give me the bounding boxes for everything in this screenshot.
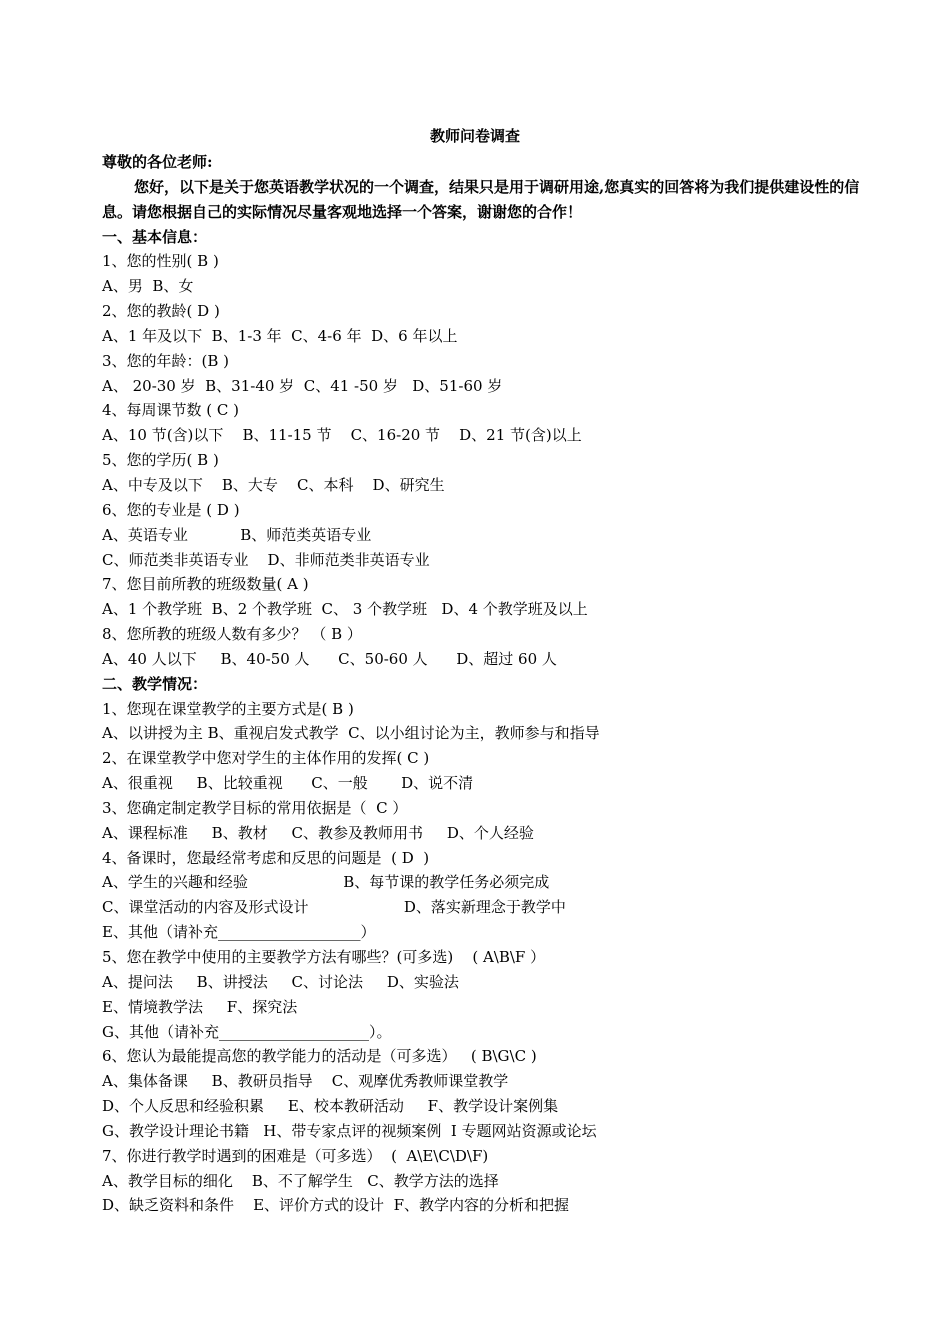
document-title: 教师问卷调查 [429,127,520,145]
options-line: E、情境教学法 F、探究法 [102,997,298,1016]
options-line: A、教学目标的细化 B、不了解学生 C、教学方法的选择 [102,1171,499,1190]
section-teaching [102,697,862,1219]
question-line: 5、您在教学中使用的主要教学方法有哪些？(可多选) ( A\B\F ） [102,948,546,966]
options-line: C、课堂活动的内容及形式设计 D、落实新理念于教学中 [102,898,566,917]
options-line: E、其他（请补充___________________） [102,923,376,942]
question-line: 3、您确定制定教学目标的常用依据是（ C ） [102,798,408,817]
options-line: A、英语专业 B、师范类英语专业 [102,525,372,544]
question-line: 4、每周课节数 ( C ) [102,401,240,420]
options-line: A、以讲授为主 B、重视启发式教学 C、以小组讨论为主，教师参与和指导 [102,724,600,743]
question-line: 5、您的学历( B ) [102,451,219,470]
question-line: 1、您现在课堂教学的主要方式是( B ) [102,699,354,718]
document-body [102,150,862,1218]
salutation: 尊敬的各位老师: [102,153,213,171]
options-line: A、 20-30 岁 B、31-40 岁 C、41 -50 岁 D、51-60 岁 [102,376,503,395]
question-line: 7、您目前所教的班级数量( A ) [102,575,309,594]
question-line: 4、备课时，您最经常考虑和反思的问题是 ( D ) [102,848,430,867]
options-line: A、1 个教学班 B、2 个教学班 C、 3 个教学班 D、4 个教学班及以上 [102,600,588,619]
section-heading-teaching: 二、教学情况： [102,674,208,693]
options-line: D、缺乏资料和条件 E、评价方式的设计 F、教学内容的分析和把握 [102,1196,569,1215]
question-line: 3、您的年龄：(B ) [102,351,230,370]
options-line: G、教学设计理论书籍 H、带专家点评的视频案例 I 专题网站资源或论坛 [102,1121,597,1140]
intro-paragraph: 您好，以下是关于您英语教学状况的一个调查，结果只是用于调研用途,您真实的回答将为我们提供建设性的信息。请您根据自己的实际情况尽量客观地选择一个答案，谢谢您的合作！ [102,177,860,221]
section-basic-info [102,249,862,671]
options-line: A、男 B、女 [102,277,194,296]
question-line: 2、您的教龄( D ) [102,302,220,321]
question-line: 7、你进行教学时遇到的困难是（可多选） ( A\E\C\D\F) [102,1146,489,1165]
options-line: A、集体备课 B、教研员指导 C、观摩优秀教师课堂教学 [102,1072,509,1091]
question-line: 6、您的专业是 ( D ) [102,500,240,519]
question-line: 1、您的性别( B ) [102,252,219,271]
question-line: 6、您认为最能提高您的教学能力的活动是（可多选） ( B\G\C ) [102,1047,537,1066]
options-line: A、课程标准 B、教材 C、教参及教师用书 D、个人经验 [102,823,534,842]
options-line: A、提问法 B、讲授法 C、讨论法 D、实验法 [102,972,459,991]
options-line: A、学生的兴趣和经验 B、每节课的教学任务必须完成 [102,873,550,892]
options-line: D、个人反思和经验积累 E、校本教研活动 F、教学设计案例集 [102,1097,559,1116]
options-line: C、师范类非英语专业 D、非师范类非英语专业 [102,550,430,569]
question-line: 8、您所教的班级人数有多少？ （ B ） [102,625,362,644]
options-line: G、其他（请补充____________________）。 [102,1022,392,1041]
options-line: A、10 节(含)以下 B、11-15 节 C、16-20 节 D、21 节(含)以上 [102,426,582,445]
options-line: A、1 年及以下 B、1-3 年 C、4-6 年 D、6 年以上 [102,326,458,345]
options-line: A、中专及以下 B、大专 C、本科 D、研究生 [102,475,445,494]
options-line: A、40 人以下 B、40-50 人 C、50-60 人 D、超过 60 人 [102,649,557,668]
question-line: 2、在课堂教学中您对学生的主体作用的发挥( C ) [102,749,430,768]
options-line: A、很重视 B、比较重视 C、一般 D、说不清 [102,774,474,793]
section-heading-basic-info: 一、基本信息： [102,227,208,246]
